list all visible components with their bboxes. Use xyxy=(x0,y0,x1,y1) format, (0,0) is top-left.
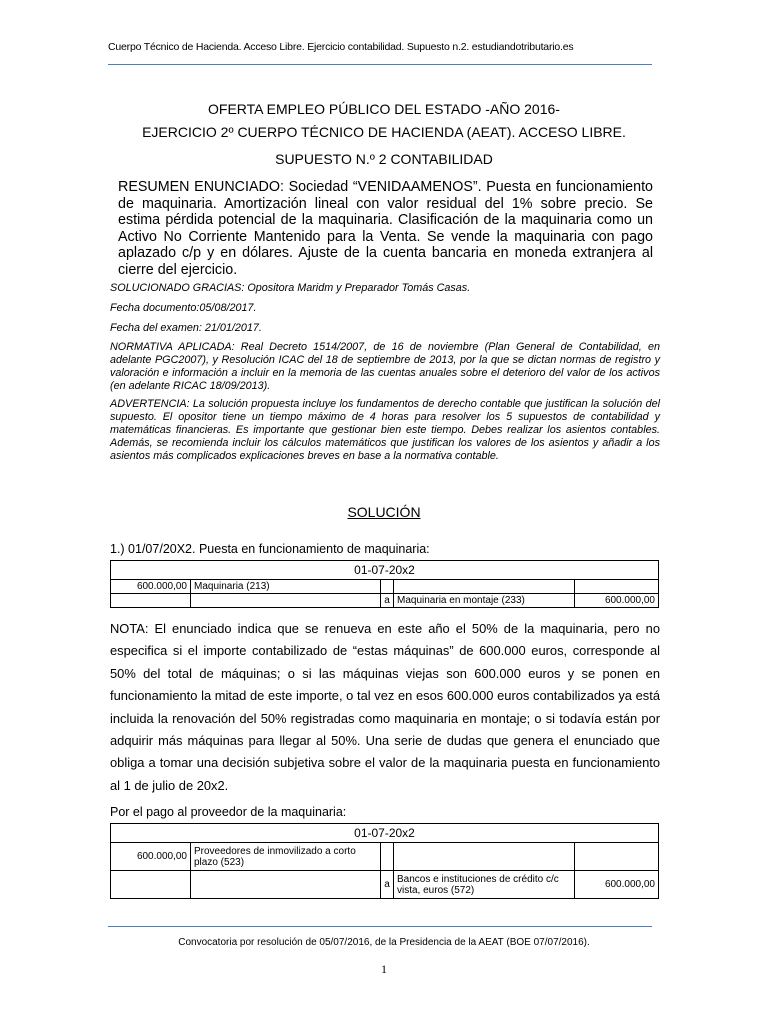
debit-account: Proveedores de inmovilizado a corto plazo (523) xyxy=(191,843,381,871)
credit-amount: 600.000,00 xyxy=(575,871,659,899)
empty-cell xyxy=(111,871,191,899)
debit-amount: 600.000,00 xyxy=(111,843,191,871)
solucionado-note: SOLUCIONADO GRACIAS: Opositora Maridm y Preparador Tomás Casas. xyxy=(110,282,471,294)
punto-1-heading: 1.) 01/07/20X2. Puesta en funcionamiento de maquinaria: xyxy=(110,542,430,556)
footer-text: Convocatoria por resolución de 05/07/2016, de la Presidencia de la AEAT (BOE 07/07/2016). xyxy=(178,937,590,948)
footer-rule xyxy=(108,926,652,927)
title-line-3: SUPUESTO N.º 2 CONTABILIDAD xyxy=(275,151,493,167)
empty-cell xyxy=(575,580,659,594)
page-number: 1 xyxy=(381,962,387,976)
empty-cell xyxy=(394,843,575,871)
empty-cell xyxy=(381,843,394,871)
resumen-enunciado: RESUMEN ENUNCIADO: Sociedad “VENIDAAMENOS”. Puesta en funcionamiento de maquinaria. Amortización lineal con valor residual del 1% sobre precio. Se estima pérdida potencial de la maquinaria. Clasificación de la maquinaria como un Activo No Corriente Mantenido para la Venta. Se vende la maquinaria con pago aplazado c/p y en dólares. Ajuste de la cuenta bancaria en moneda extranjera al cierre del ejercicio. xyxy=(118,179,653,278)
nota-paragraph: NOTA: El enunciado indica que se renueva en este año el 50% de la maquinaria, pero no especifica si el importe contabilizado de “estas máquinas” de 600.000 euros, corresponde al 50% del total de máquinas; o si las máquinas viejas son 600.000 euros y se ponen en funcionamiento la mitad de este importe, o tal vez en esos 600.000 euros contabilizados ya está incluida la renovación del 50% registradas como maquinaria en montaje; o si todavía están por adquirir más máquinas para llegar al 50%. Una serie de dudas que genera el enunciado que obliga a tomar una decisión subjetiva sobre el valor de la maquinaria puesta en funcionamiento al 1 de julio de 20x2. xyxy=(110,621,660,793)
debit-amount: 600.000,00 xyxy=(111,580,191,594)
running-header: Cuerpo Técnico de Hacienda. Acceso Libre. Ejercicio contabilidad. Supuesto n.2. estudiandotributario.es xyxy=(108,41,574,53)
header-rule xyxy=(108,64,652,65)
empty-cell xyxy=(191,871,381,899)
journal-entry-1 xyxy=(110,560,659,608)
fecha-examen: Fecha del examen: 21/01/2017. xyxy=(110,322,262,334)
advertencia: ADVERTENCIA: La solución propuesta incluye los fundamentos de derecho contable que justifican la solución del supuesto. El opositor tiene un tiempo máximo de 4 horas para resolver los 5 supuestos de contabilidad y matemáticas financieras. Es importante que gestionar bien este tiempo. Debes realizar los asientos contables. Además, se recomienda incluir los cálculos matemáticos que justifican los valores de los asientos y añadir a los asientos más complicados explicaciones breves en base a la normativa contable. xyxy=(110,398,660,462)
normativa-aplicada: NORMATIVA APLICADA: Real Decreto 1514/2007, de 16 de noviembre (Plan General de Contabilidad, en adelante PGC2007), y Resolución ICAC del 18 de septiembre de 2013, por la que se dictan normas de registro y valoración e información a incluir en la memoria de las cuentas anuales sobre el deterioro del valor de los activos (en adelante RICAC 18/09/2013). xyxy=(110,341,660,392)
empty-cell xyxy=(394,580,575,594)
empty-cell xyxy=(191,594,381,608)
entry-date: 01-07-20x2 xyxy=(111,561,659,580)
empty-cell xyxy=(575,843,659,871)
solucion-heading: SOLUCIÓN xyxy=(347,504,421,520)
title-line-1: OFERTA EMPLEO PÚBLICO DEL ESTADO -AÑO 2016- xyxy=(208,101,560,117)
title-line-2: EJERCICIO 2º CUERPO TÉCNICO DE HACIENDA (AEAT). ACCESO LIBRE. xyxy=(142,124,626,140)
empty-cell xyxy=(381,580,394,594)
fecha-documento: Fecha documento:05/08/2017. xyxy=(110,302,257,314)
credit-account: Bancos e instituciones de crédito c/c vista, euros (572) xyxy=(394,871,575,899)
journal-entry-2 xyxy=(110,823,659,899)
credit-marker: a xyxy=(381,871,394,899)
pago-intro: Por el pago al proveedor de la maquinaria: xyxy=(110,805,347,819)
credit-amount: 600.000,00 xyxy=(575,594,659,608)
credit-marker: a xyxy=(381,594,394,608)
debit-account: Maquinaria (213) xyxy=(191,580,381,594)
credit-account: Maquinaria en montaje (233) xyxy=(394,594,575,608)
empty-cell xyxy=(111,594,191,608)
entry-date: 01-07-20x2 xyxy=(111,824,659,843)
